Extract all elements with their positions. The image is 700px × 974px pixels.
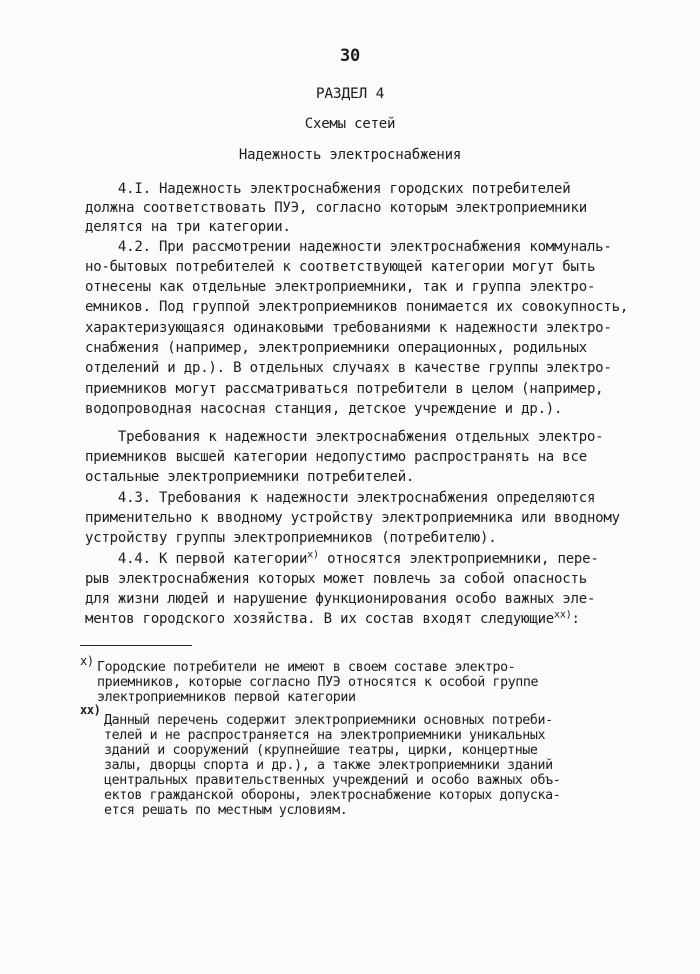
footnote-line: ектов гражданской обороны, электроснабжение которых допуска- (104, 788, 561, 803)
footnote-line: залы, дворцы спорта и др.), а также электроприемники зданий (104, 758, 553, 773)
footnote-line: приемников, которые согласно ПУЭ относятся к особой группе (97, 675, 539, 690)
body-line: 4.3. Требования к надежности электроснабжения определяются (85, 490, 596, 506)
footnote-line: Данный перечень содержит электроприемники основных потреби- (104, 713, 553, 728)
body-line: отнесены как отдельные электроприемники, так и группа электро- (85, 279, 596, 295)
body-line: должна соответствовать ПУЭ, согласно которым электроприемники (85, 200, 587, 216)
section-title: РАЗДЕЛ 4 (315, 86, 385, 102)
footnote-2-mark: xx) (80, 703, 101, 717)
footnote-separator (80, 645, 192, 646)
body-line: 4.I. Надежность электроснабжения городских потребителей (85, 181, 571, 197)
body-line-last (85, 611, 580, 627)
topic-heading: Надежность электроснабжения (238, 147, 462, 163)
body-line: рыв электроснабжения которых может повлечь за собой опасность (85, 571, 587, 587)
body-line-start: ментов городского хозяйства. В их состав входят следующие (85, 611, 555, 627)
body-line: применительно к вводному устройству электроприемника или вводному (85, 510, 620, 526)
body-line: приемников могут рассматриваться потребители в целом (например, (85, 381, 604, 397)
body-line: 4.2. При рассмотрении надежности электроснабжения коммуналь- (85, 239, 612, 255)
footnote-1-mark: x) (80, 654, 94, 668)
section-subtitle: Схемы сетей (304, 116, 396, 132)
body-line: делятся на три категории. (85, 219, 291, 235)
footnote-ref-1: x) (307, 549, 319, 561)
body-line: для жизни людей и нарушение функционирования особо важных эле- (85, 591, 596, 607)
body-line-4-4 (85, 551, 599, 567)
footnote-line: зданий и сооружений (крупнейшие театры, цирки, концертные (104, 743, 538, 758)
body-line-tail: : (571, 611, 580, 627)
body-line: но-бытовых потребителей к соответствующей категории могут быть (85, 259, 596, 275)
footnote-line: ется решать по местным условиям. (104, 803, 348, 818)
footnote-line: электроприемников первой категории (97, 690, 356, 705)
body-line: приемников высшей категории недопустимо распространять на все (85, 449, 587, 465)
body-line: снабжения (например, электроприемники операционных, родильных (85, 340, 587, 356)
body-line: остальные электроприемники потребителей. (85, 469, 415, 485)
body-line: устройству группы электроприемников (потребителю). (85, 530, 497, 546)
body-line-tail: относятся электроприемники, пере- (318, 551, 599, 567)
body-line: емников. Под группой электроприемников понимается их совокупность, (85, 299, 629, 315)
body-line: отделений и др.). В отдельных случаях в качестве группы электро- (85, 360, 612, 376)
body-line-start: 4.4. К первой категории (85, 551, 308, 567)
footnote-line: Городские потребители не имеют в своем составе электро- (97, 660, 516, 675)
footnote-ref-2: xx) (554, 609, 572, 621)
page-number: 30 (339, 46, 361, 66)
body-line: водопроводная насосная станция, детское учреждение и др.). (85, 401, 563, 417)
footnote-line: центральных правительственных учреждений и особо важных объ- (104, 773, 561, 788)
footnote-line: телей и не распространяется на электроприемники уникальных (104, 728, 546, 743)
body-line: Требования к надежности электроснабжения отдельных электро- (85, 429, 604, 445)
body-line: характеризующаяся одинаковыми требованиями к надежности электро- (85, 320, 612, 336)
